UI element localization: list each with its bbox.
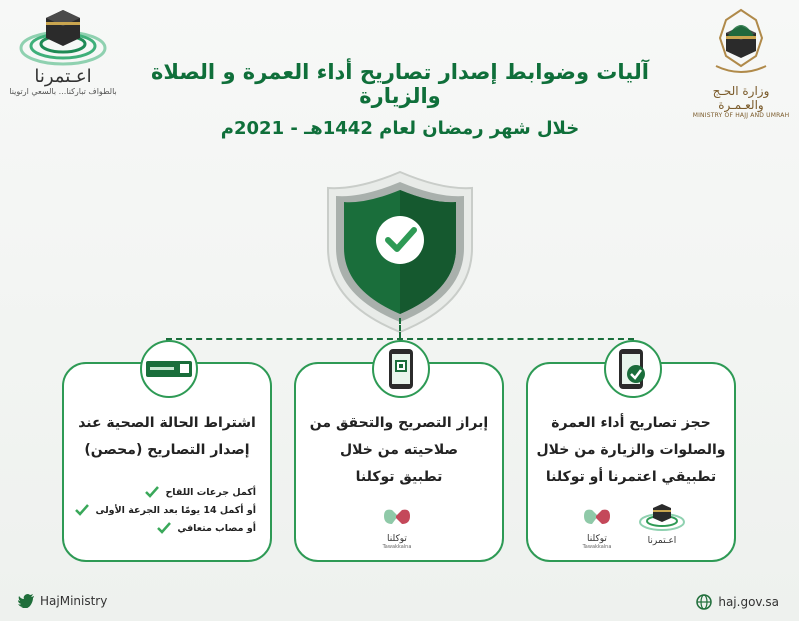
ministry-name-english: MINISTRY OF HAJJ AND UMRAH <box>692 112 790 119</box>
check-icon <box>145 486 159 498</box>
check-item <box>74 504 256 516</box>
phone-qr-icon <box>388 348 414 390</box>
check-item <box>74 486 256 498</box>
tawakkalna-logo <box>580 506 614 550</box>
check-item-label: أكمل جرعات اللقاح <box>165 486 256 498</box>
card-health-line: إصدار التصاريح (محصن) <box>84 442 250 458</box>
shield-graphic <box>322 168 478 336</box>
card-verify-line: إبراز التصريح والتحقق من <box>309 415 489 431</box>
card-health-badge <box>140 340 198 398</box>
card-verify-line: صلاحيته من خلال <box>339 442 459 458</box>
check-icon <box>157 522 171 534</box>
connector-shield <box>399 318 401 338</box>
eatmarna-kaaba-icon <box>638 502 686 532</box>
card-health-line: اشتراط الحالة الصحية عند <box>78 415 256 431</box>
tawakkalna-label: توكلنا <box>387 534 407 544</box>
check-item <box>74 522 256 534</box>
card-verify-line: تطبيق توكلنا <box>355 469 443 485</box>
tawakkalna-logo <box>380 506 414 550</box>
ministry-logo <box>689 6 793 126</box>
twitter-icon <box>18 594 34 608</box>
check-item-label: أو مصاب متعافي <box>177 522 256 534</box>
ministry-emblem-icon <box>706 6 776 78</box>
check-icon <box>75 504 89 516</box>
page-title: آليات وضوابط إصدار تصاريح أداء العمرة و الصلاة والزيارة <box>151 60 649 108</box>
tawakkalna-icon <box>380 506 414 530</box>
website-label: haj.gov.sa <box>718 595 779 609</box>
eatmarna-small-logo <box>638 502 686 546</box>
tawakkalna-label-en: Tawakkalna <box>382 544 412 550</box>
card-verify-badge <box>372 340 430 398</box>
twitter-handle[interactable] <box>18 594 107 608</box>
shield-icon <box>322 168 478 336</box>
card-book-text <box>536 410 726 491</box>
card-book-line: والصلوات والزيارة من خلال <box>536 442 726 458</box>
card-health-status <box>62 362 272 562</box>
eatmarna-wordmark: اعـتمرنا <box>34 66 92 87</box>
ministry-name-arabic: وزارة الحـج والعـمـرة <box>712 84 770 112</box>
twitter-handle-label: HajMinistry <box>40 594 108 608</box>
eatmarna-kaaba-icon <box>18 8 108 66</box>
card-health-checklist <box>74 486 256 540</box>
card-verify-permit <box>294 362 504 562</box>
immune-card-icon <box>146 359 192 379</box>
eatmarna-tagline: بالطواف تباركنا... بالسعي ارتوينا <box>9 87 117 96</box>
card-book-line: حجز تصاريح أداء العمرة <box>551 415 711 431</box>
card-book-permit <box>526 362 736 562</box>
card-health-text <box>72 410 262 464</box>
eatmarna-logo <box>8 8 118 118</box>
card-book-line: تطبيقي اعتمرنا أو توكلنا <box>545 469 717 485</box>
card-verify-text <box>304 410 494 491</box>
phone-check-icon <box>618 348 648 390</box>
tawakkalna-label: توكلنا <box>587 534 607 544</box>
page-subtitle: خلال شهر رمضان لعام 1442هـ - 2021م <box>220 118 580 139</box>
tawakkalna-label-en: Tawakkalna <box>582 544 612 550</box>
eatmarna-small-label: اعـتمرنا <box>647 536 677 546</box>
card-book-badge <box>604 340 662 398</box>
check-item-label: أو أكمل 14 يومًا بعد الجرعة الأولى <box>95 504 256 516</box>
tawakkalna-icon <box>580 506 614 530</box>
globe-icon <box>696 594 712 610</box>
website-link[interactable] <box>696 594 779 610</box>
